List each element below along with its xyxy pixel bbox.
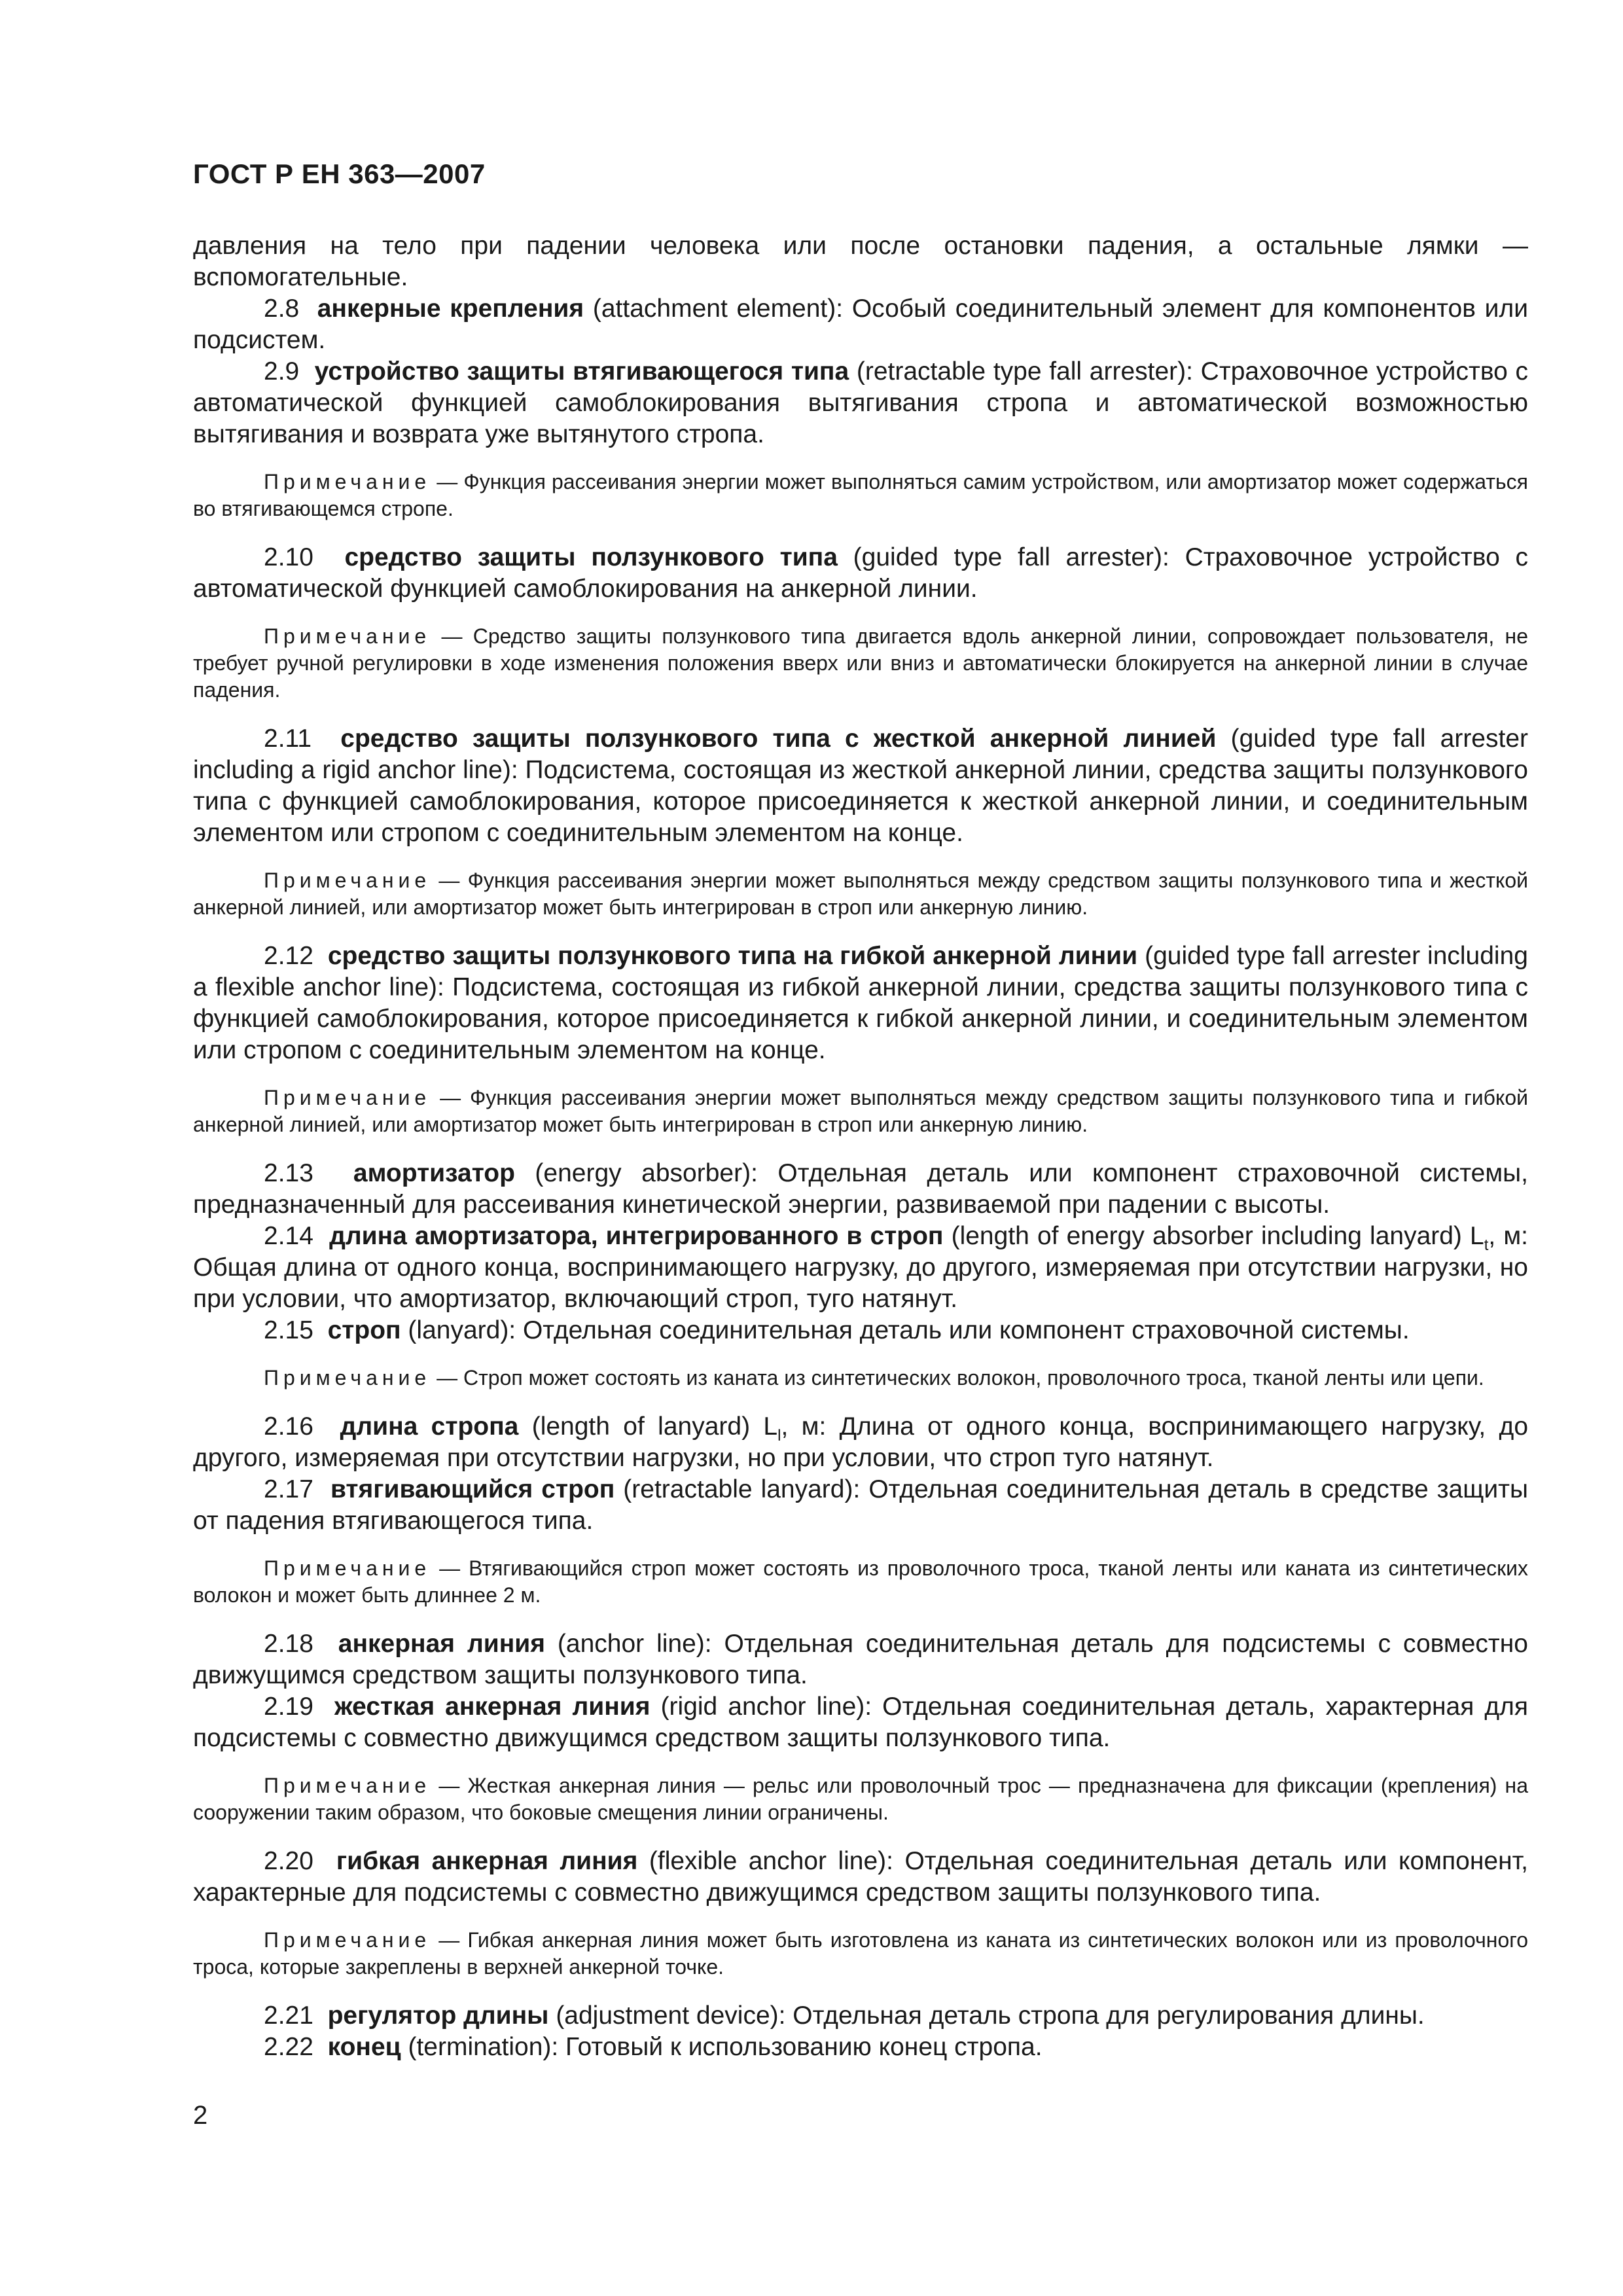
term: гибкая анкерная линия: [336, 1847, 638, 1875]
note-label: Примечание: [264, 470, 431, 493]
note-text: — Жесткая анкерная линия — рельс или проволочный трос — предназначена для фиксации (крепления) на сооружении таким образом, что боковые смещения линии ограничены.: [193, 1774, 1528, 1824]
definition-text: (guided type fall arrester including a flexible anchor line): Подсистема, состоящая из гибкой анкерной линии, средства защиты ползункового типа с функцией самоблокирования, которое присоединяется к гибкой анкерной линии, и соединительным элементом или стропом с соединительным элементом на конце.: [193, 942, 1528, 1064]
symbol-subscript: t: [1484, 1236, 1489, 1254]
definition-2-20: [193, 1846, 1528, 1909]
definition-text: (retractable lanyard): Отдельная соединительная деталь в средстве защиты от падения втягивающегося типа.: [193, 1475, 1529, 1535]
definition-text: (length of energy absorber including lanyard) L: [943, 1222, 1484, 1250]
definition-2-13: [193, 1158, 1528, 1221]
note-text: — Втягивающийся строп может состоять из проволочного троса, тканой ленты или каната из синтетических волокон и может быть длиннее 2 м.: [193, 1556, 1528, 1607]
definition-2-21: [193, 2000, 1528, 2032]
note: [193, 1555, 1528, 1609]
note-label: Примечание: [264, 1928, 431, 1952]
term: регулятор длины: [327, 2001, 549, 2030]
clause-number: 2.12: [264, 942, 313, 970]
note-label: Примечание: [264, 1086, 431, 1109]
definition-2-11: [193, 723, 1528, 849]
definition-text: (termination): Готовый к использованию конец стропа.: [401, 2033, 1043, 2061]
definition-2-15: [193, 1315, 1528, 1346]
definition-2-22: [193, 2032, 1528, 2063]
term: длина амортизатора, интегрированного в строп: [329, 1222, 944, 1250]
term: средство защиты ползункового типа с жесткой анкерной линией: [340, 725, 1217, 753]
definition-2-9: [193, 356, 1528, 450]
note-label: Примечание: [264, 869, 431, 892]
continuation-paragraph: давления на тело при падении человека или после остановки падения, а остальные лямки — вспомогательные.: [193, 232, 1528, 291]
definition-text: (anchor line): Отдельная соединительная деталь для подсистемы с совместно движущимся средством защиты ползункового типа.: [193, 1630, 1529, 1689]
term: строп: [327, 1316, 401, 1344]
definition-text: (flexible anchor line): Отдельная соединительная деталь или компонент, характерные для подсистемы с совместно движущимся средством защиты ползункового типа.: [193, 1847, 1529, 1907]
clause-number: 2.10: [264, 543, 313, 571]
document-body: [193, 230, 1528, 2063]
clause-number: 2.13: [264, 1159, 313, 1187]
definition-2-12: [193, 941, 1528, 1066]
note: [193, 469, 1528, 522]
note: [193, 1085, 1528, 1138]
definition-text: (attachment element): Особый соединительный элемент для компонентов или подсистем.: [193, 295, 1528, 354]
clause-number: 2.16: [264, 1412, 313, 1441]
note-label: Примечание: [264, 1556, 431, 1580]
definition-text: (guided type fall arrester including a rigid anchor line): Подсистема, состоящая из жесткой анкерной линии, средства защиты ползункового типа с функцией самоблокирования, которое присоединяется к жесткой анкерной линии, и соединительным элементом или стропом с соединительным элементом на конце.: [193, 725, 1529, 847]
definition-text: (adjustment device): Отдельная деталь стропа для регулирования длины.: [548, 2001, 1425, 2030]
term: конец: [327, 2033, 401, 2061]
note-label: Примечание: [264, 624, 431, 648]
term: длина стропа: [340, 1412, 519, 1441]
clause-number: 2.8: [264, 295, 300, 323]
clause-number: 2.22: [264, 2033, 313, 2061]
note-text: — Гибкая анкерная линия может быть изготовлена из каната из синтетических волокон или из проволочного троса, которые закреплены в верхней анкерной точке.: [193, 1928, 1528, 1979]
term: амортизатор: [353, 1159, 515, 1187]
definition-text: (retractable type fall arrester): Страховочное устройство с автоматической функцией самоблокирования вытягивания стропа и автоматической возможностью вытягивания и возврата уже вытянутого стропа.: [193, 357, 1528, 448]
definition-2-10: [193, 542, 1528, 605]
clause-number: 2.9: [264, 357, 300, 386]
term: анкерные крепления: [317, 295, 584, 323]
document-header: ГОСТ Р ЕН 363—2007: [193, 158, 486, 189]
definition-text-continued: , м: Общая длина от одного конца, воспринимающего нагрузку, до другого, измеряемая при отсутствии нагрузки, но при условии, что амортизатор, включающий строп, туго натянут.: [193, 1222, 1528, 1313]
clause-number: 2.11: [264, 725, 312, 753]
definition-text-continued: , м: Длина от одного конца, воспринимающего нагрузку, до другого, измеряемая при отсутствии нагрузки, но при условии, что строп туго натянут.: [193, 1412, 1529, 1472]
note-text: — Функция рассеивания энергии может выполняться между средством защиты ползункового типа и гибкой анкерной линией, или амортизатор может быть интегрирован в строп или анкерную линию.: [193, 1086, 1528, 1136]
term: втягивающийся строп: [330, 1475, 615, 1503]
page-number: 2: [193, 2101, 208, 2130]
note: [193, 867, 1528, 921]
symbol-subscript: l: [777, 1426, 781, 1444]
definition-2-17: [193, 1474, 1528, 1537]
definition-text: (rigid anchor line): Отдельная соединительная деталь, характерная для подсистемы с совместно движущимся средством защиты ползункового типа.: [193, 1693, 1529, 1752]
definition-2-19: [193, 1691, 1528, 1754]
clause-number: 2.20: [264, 1847, 313, 1875]
definition-text: (length of lanyard) L: [518, 1412, 778, 1441]
note-label: Примечание: [264, 1774, 431, 1797]
clause-number: 2.14: [264, 1222, 313, 1250]
definition-2-18: [193, 1628, 1528, 1691]
definition-2-14: [193, 1221, 1528, 1315]
term: анкерная линия: [338, 1630, 545, 1658]
note-text: — Функция рассеивания энергии может выполняться самим устройством, или амортизатор может содержаться во втягивающемся стропе.: [193, 470, 1528, 520]
clause-number: 2.15: [264, 1316, 313, 1344]
document-page: [193, 157, 1528, 2186]
clause-number: 2.19: [264, 1693, 313, 1721]
note: [193, 1772, 1528, 1826]
clause-number: 2.18: [264, 1630, 313, 1658]
term: средство защиты ползункового типа на гибкой анкерной линии: [327, 942, 1138, 970]
note: [193, 1927, 1528, 1981]
note: [193, 1365, 1528, 1391]
clause-number: 2.21: [264, 2001, 313, 2030]
note-label: Примечание: [264, 1366, 431, 1390]
definition-text: (lanyard): Отдельная соединительная деталь или компонент страховочной системы.: [401, 1316, 1410, 1344]
clause-number: 2.17: [264, 1475, 313, 1503]
note-text: — Средство защиты ползункового типа двигается вдоль анкерной линии, сопровождает пользователя, не требует ручной регулировки в ходе изменения положения вверх или вниз и автоматически блокируется на анкерной линии в случае падения.: [193, 624, 1528, 702]
note-text: — Функция рассеивания энергии может выполняться между средством защиты ползункового типа и жесткой анкерной линией, или амортизатор может быть интегрирован в строп или анкерную линию.: [193, 869, 1528, 919]
term: средство защиты ползункового типа: [344, 543, 838, 571]
term: устройство защиты втягивающегося типа: [314, 357, 849, 386]
term: жесткая анкерная линия: [334, 1693, 651, 1721]
note: [193, 623, 1528, 704]
note-text: — Строп может состоять из каната из синтетических волокон, проволочного троса, тканой ленты или цепи.: [431, 1366, 1484, 1390]
definition-text: (guided type fall arrester): Страховочное устройство с автоматической функцией самоблокирования на анкерной линии.: [193, 543, 1529, 603]
definition-2-16: [193, 1411, 1528, 1474]
definition-text: (energy absorber): Отдельная деталь или компонент страховочной системы, предназначенный для рассеивания кинетической энергии, развиваемой при падении с высоты.: [193, 1159, 1529, 1219]
definition-2-8: [193, 293, 1528, 356]
